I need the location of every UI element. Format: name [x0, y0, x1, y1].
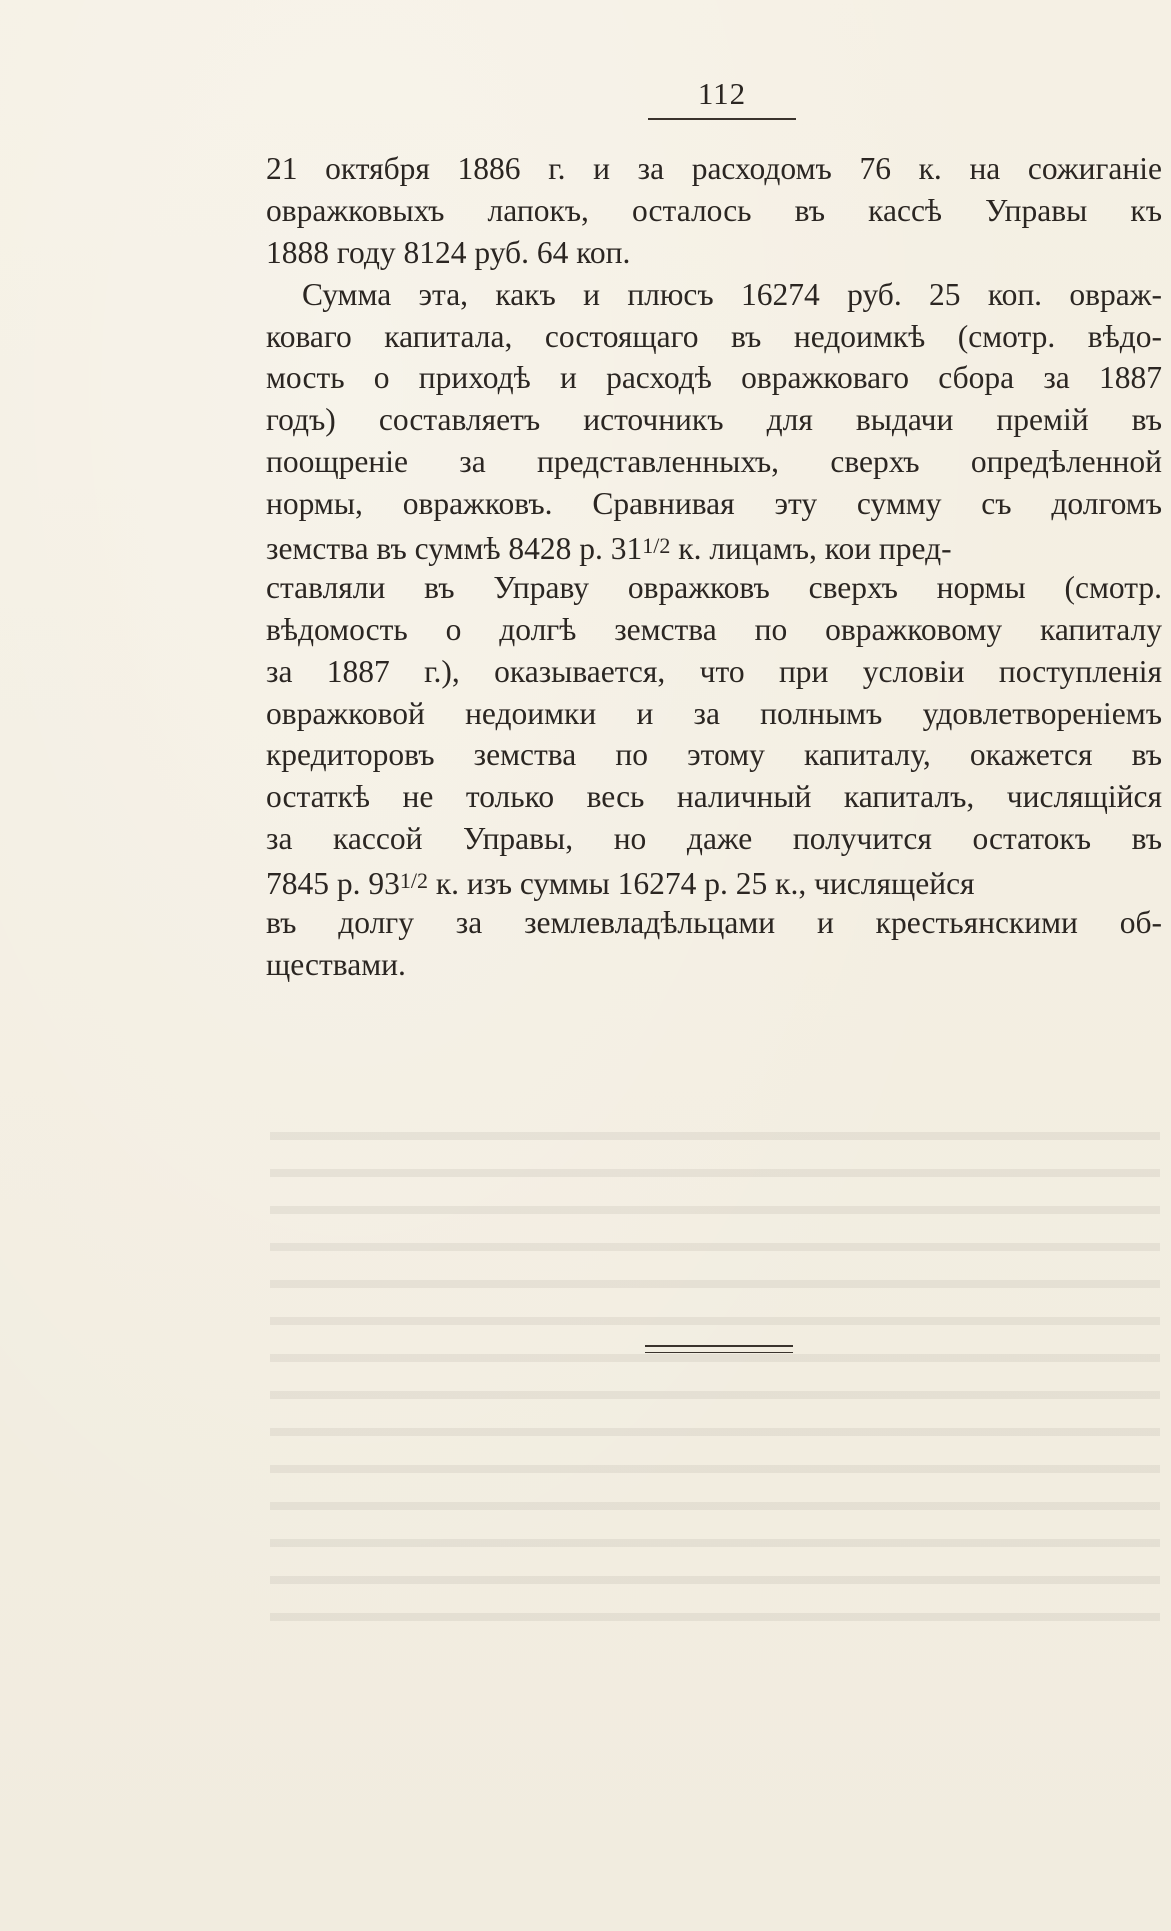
text-line: остаткѣ не только весь наличный капиталъ, числящійся — [266, 779, 1162, 815]
fraction: 1/2 — [642, 533, 671, 559]
text-segment: земства въ суммѣ 8428 р. 31 — [266, 531, 643, 567]
text-line: кредиторовъ земства по этому капиталу, окажется въ — [266, 737, 1162, 773]
body-text — [266, 148, 1162, 986]
text-line: ставляли въ Управу овражковъ сверхъ нормы (смотр. — [266, 569, 1162, 605]
reverse-page-bleed-through — [270, 1110, 1160, 1650]
text-line: 21 октября 1886 г. и за расходомъ 76 к. на сожиганіе — [266, 151, 1162, 186]
text-line: овражковой недоимки и за полнымъ удовлетвореніемъ — [266, 695, 1162, 731]
text-line: Сумма эта, какъ и плюсъ 16274 руб. 25 коп. овраж- — [302, 276, 1162, 312]
text-line: ществами. — [266, 946, 406, 982]
header-rule — [648, 118, 796, 120]
page-number: 112 — [697, 76, 747, 111]
text-line: овражковыхъ лапокъ, осталось въ кассѣ Управы къ — [266, 192, 1162, 228]
text-segment: к. лицамъ, кои пред- — [670, 531, 952, 567]
text-line: за 1887 г.), оказывается, что при условіи поступленія — [266, 653, 1162, 689]
text-line: мость о приходѣ и расходѣ овражковаго сбора за 1887 — [266, 360, 1162, 396]
text-segment: к. изъ суммы 16274 р. 25 к., числящейся — [428, 866, 975, 902]
fraction: 1/2 — [399, 868, 428, 894]
text-line: вѣдомость о долгѣ земства по овражковому капиталу — [266, 611, 1162, 647]
text-line-with-fraction — [266, 525, 1162, 567]
text-line: 1888 году 8124 руб. 64 коп. — [266, 234, 631, 270]
end-rule — [645, 1345, 793, 1353]
text-segment: 7845 р. 93 — [266, 866, 400, 902]
text-line: коваго капитала, состоящаго въ недоимкѣ (смотр. вѣдо- — [266, 318, 1162, 354]
text-line: годъ) составляетъ источникъ для выдачи премій въ — [266, 402, 1162, 438]
text-line: поощреніе за представленныхъ, сверхъ опредѣленной — [266, 444, 1162, 480]
text-line-with-fraction — [266, 860, 1162, 902]
text-line: нормы, овражковъ. Сравнивая эту сумму съ долгомъ — [266, 486, 1162, 522]
text-line: въ долгу за землевладѣльцами и крестьянскими об- — [266, 905, 1162, 941]
text-line: за кассой Управы, но даже получится остатокъ въ — [266, 821, 1162, 857]
